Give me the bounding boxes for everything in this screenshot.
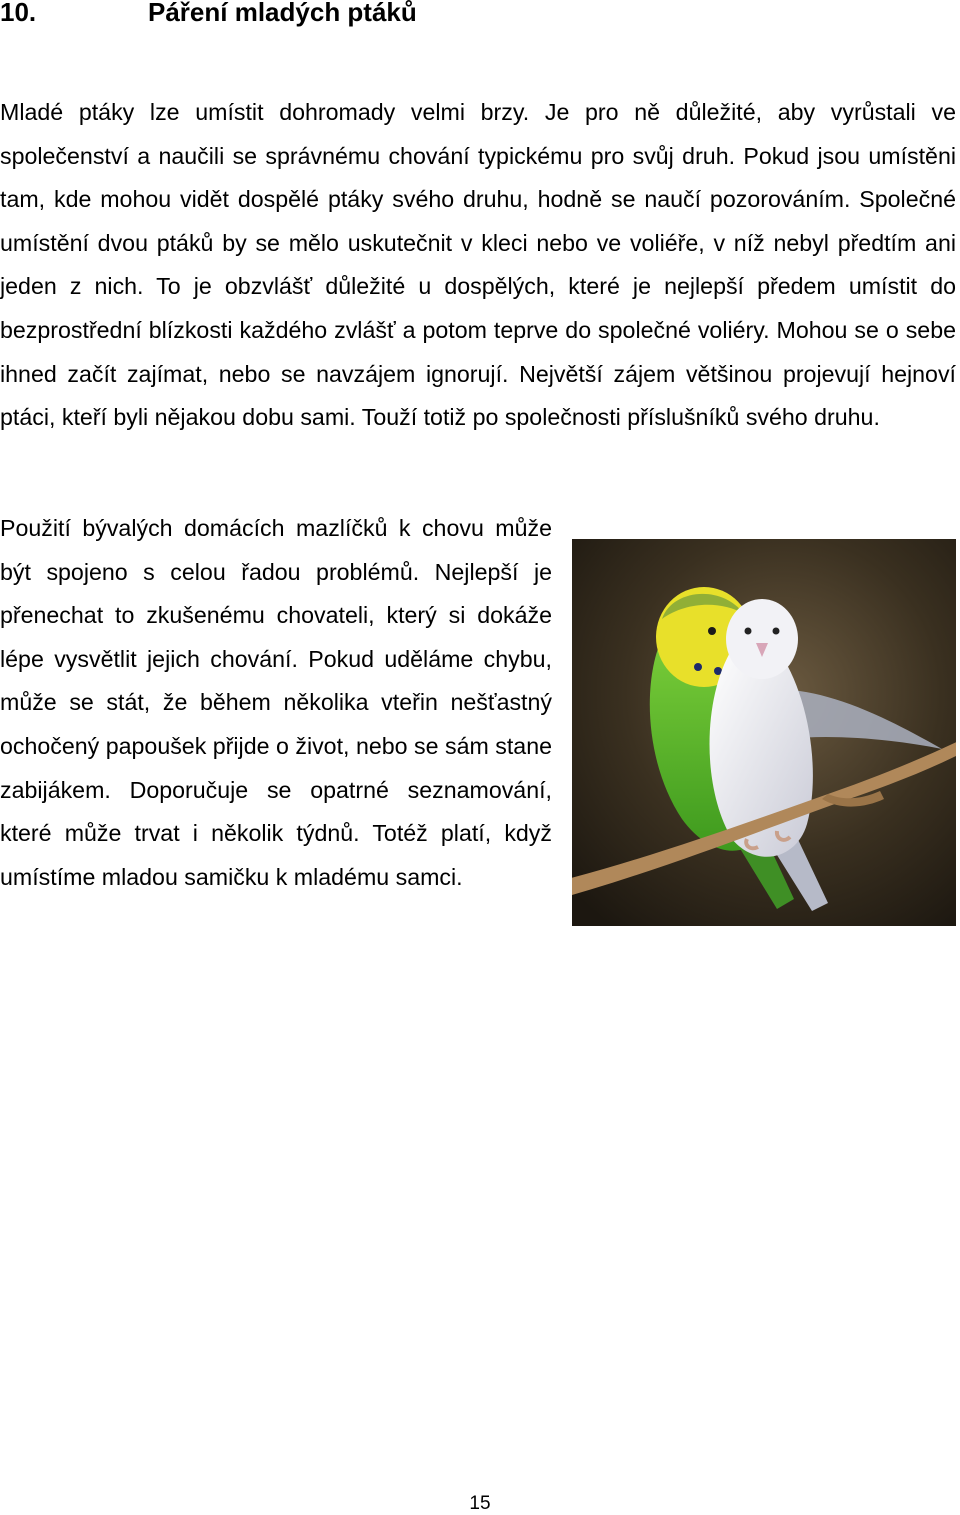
section-heading [0, 0, 417, 30]
paragraph-pets: Použití bývalých domácích mazlíčků k chovu může být spojeno s celou řadou problémů. Nejlepší je přenechat to zkušenému chovateli, který si dokáže lépe vysvětlit jejich chování. Pokud uděláme chybu, může se stát, že během několika vteřin nešťastný ochočený papoušek přijde o život, nebo se sám stane zabijákem. Doporučuje se opatrné seznamování, které může trvat i několik týdnů. Totéž platí, když umístíme mladou samičku k mladému samci. [0, 515, 552, 890]
paragraph-intro: Mladé ptáky lze umístit dohromady velmi brzy. Je pro ně důležité, aby vyrůstali ve společenství a naučili se správnému chování typickému pro svůj druh. Pokud jsou umístěni tam, kde mohou vidět dospělé ptáky svého druhu, hodně se naučí pozorováním. Společné umístění dvou ptáků by se mělo uskutečnit v kleci nebo ve voliéře, v níž nebyl předtím ani jeden z nich. To je obzvlášť důležité u dospělých, které je nejlepší předem umístit do bezprostřední blízkosti každého zvlášť a potom teprve do společné voliéry. Mohou se o sebe ihned začít zajímat, nebo se navzájem ignorují. Největší zájem většinou projevují hejnoví ptáci, kteří byli nějakou dobu sami. Touží totiž po společnosti příslušníků svého druhu. [0, 99, 956, 431]
page-number: 15 [469, 1493, 491, 1514]
white-budgie-eye [745, 628, 752, 635]
green-budgie-eye [708, 627, 716, 635]
white-budgie-head [726, 599, 798, 679]
white-budgie-eye [773, 628, 780, 635]
budgies-illustration [572, 539, 956, 926]
green-budgie-spot [694, 663, 702, 671]
section-title: Páření mladých ptáků [148, 0, 417, 27]
budgies-photo [572, 539, 956, 926]
section-number: 10. [0, 0, 37, 27]
